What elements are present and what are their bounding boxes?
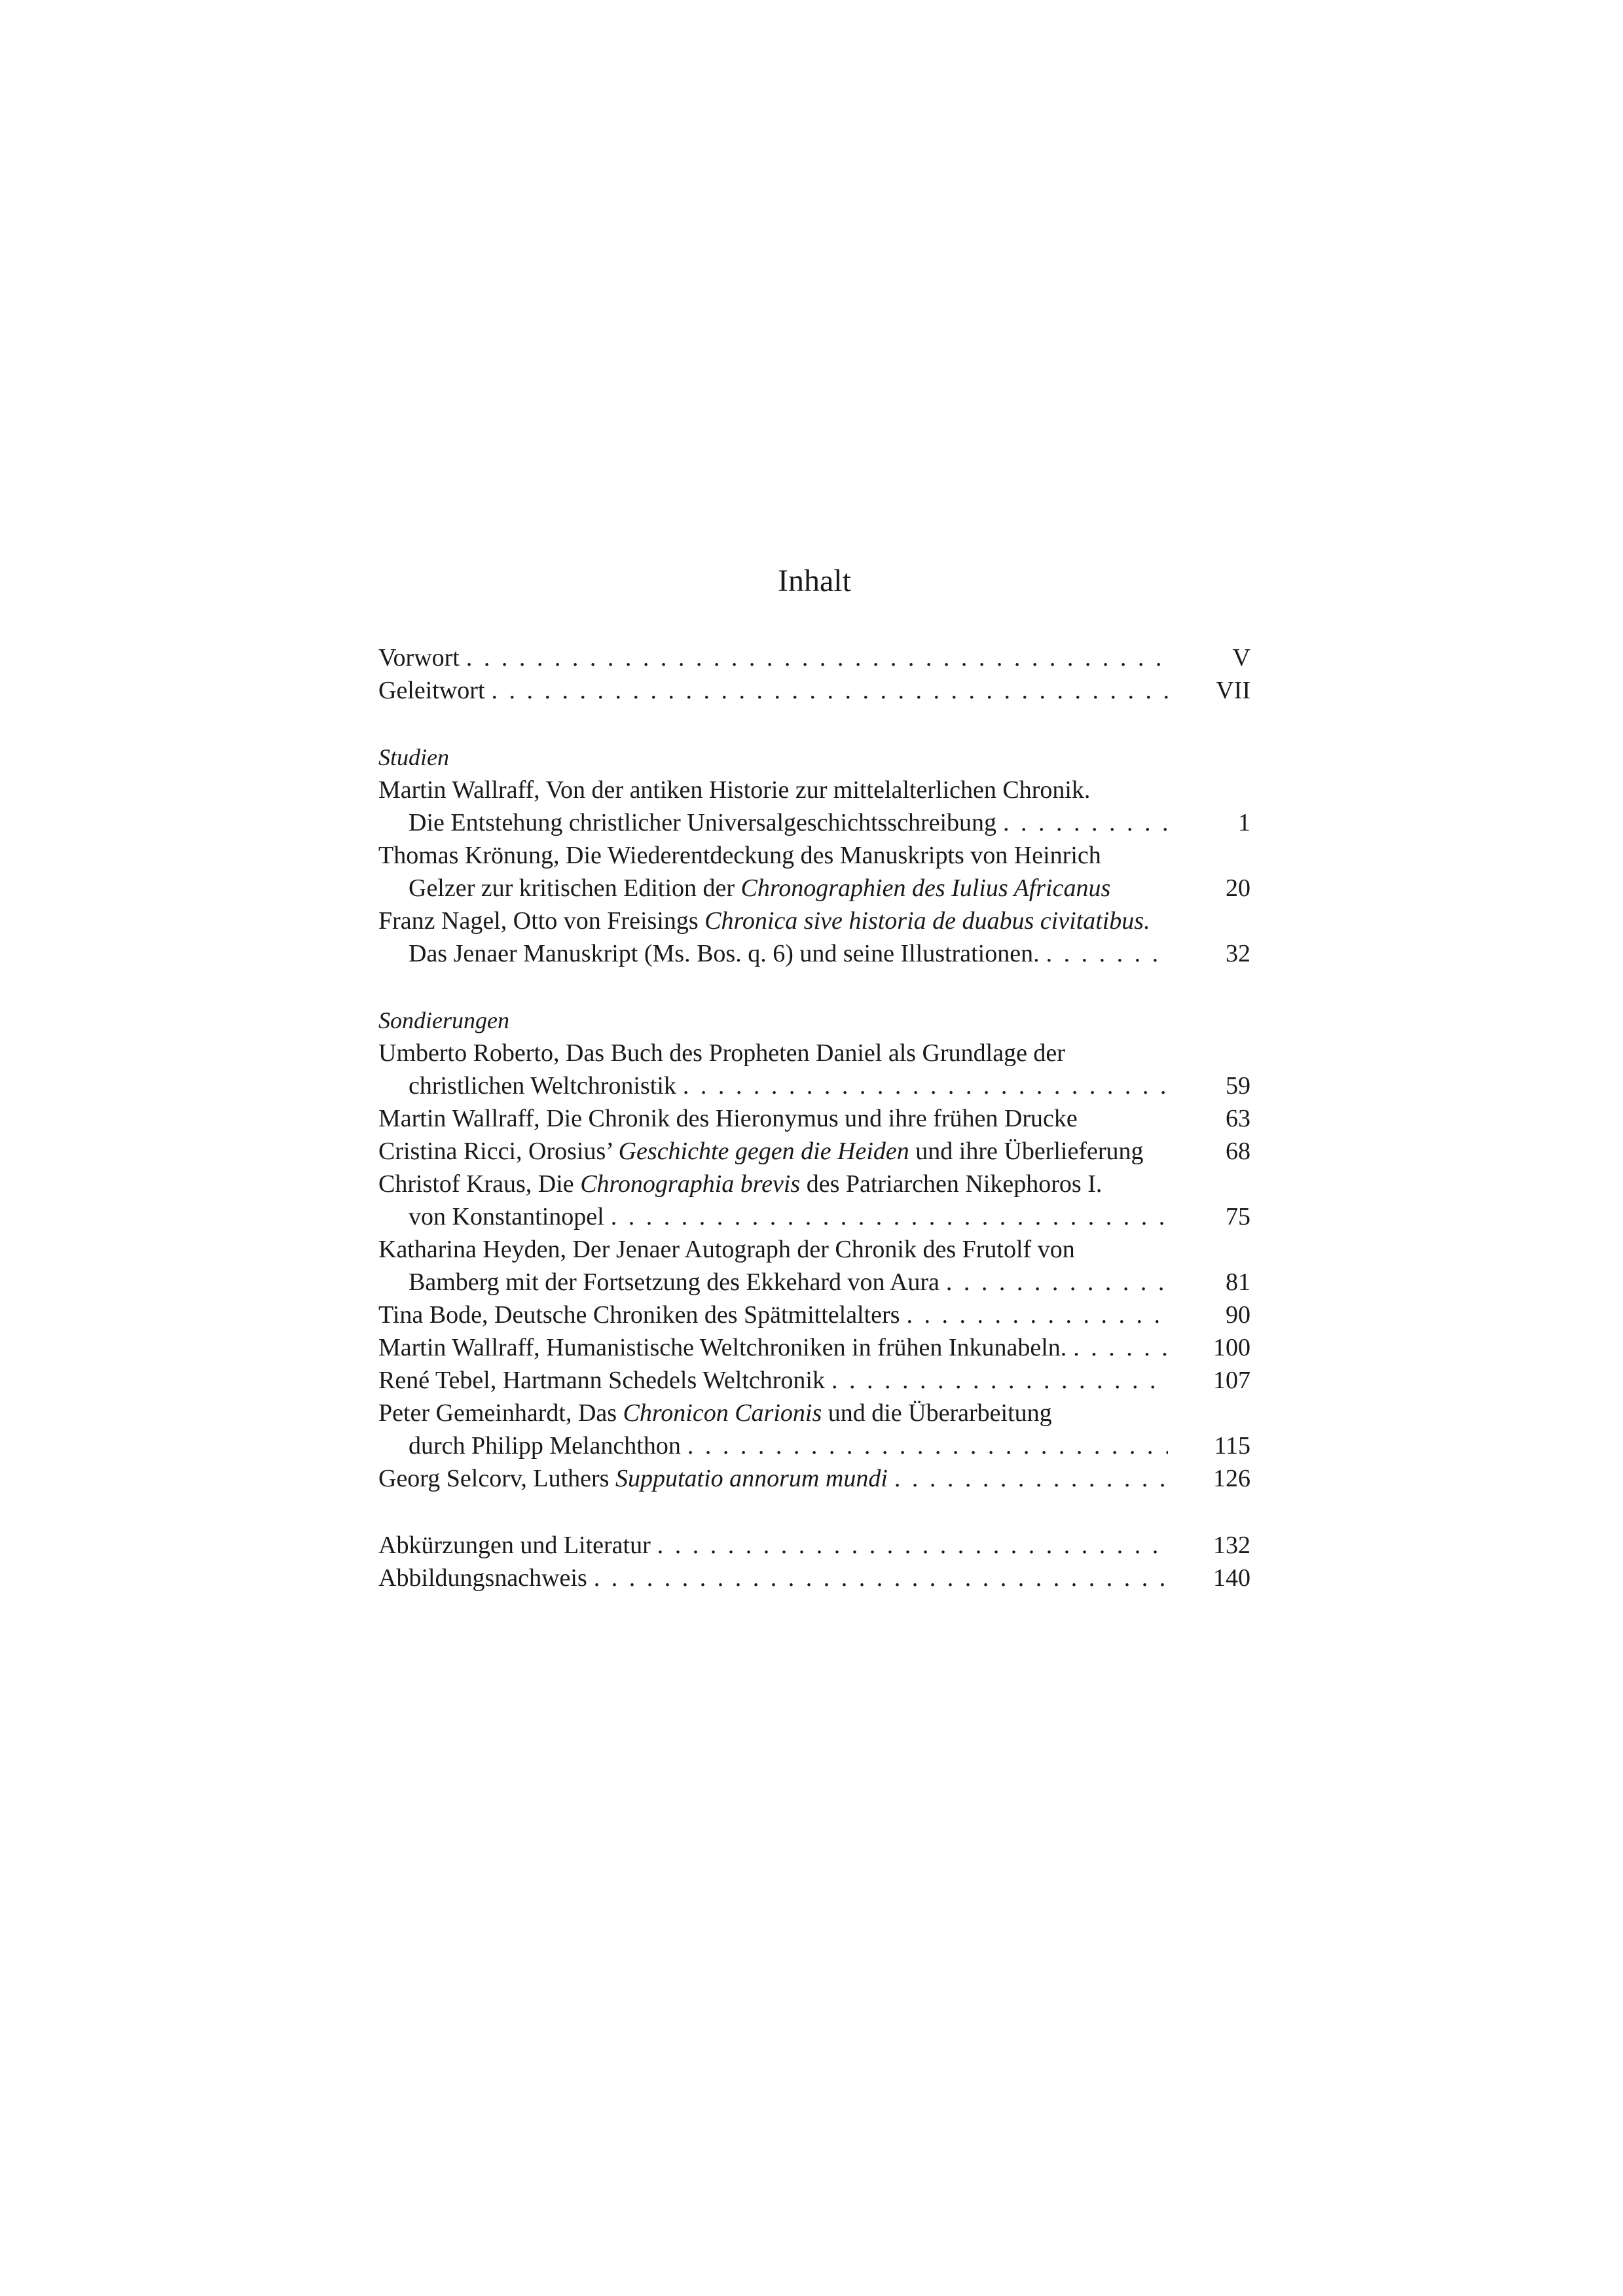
entry-title-line: Cristina Ricci, Orosius’ Geschichte gegen die Heiden und ihre Überlieferung [378,1138,1144,1165]
toc-entry[interactable] [378,1364,1250,1397]
page-number: VII [1216,677,1250,704]
page-number: 20 [1226,874,1250,902]
dot-leader [594,1562,1168,1594]
toc [378,641,1250,1594]
page-number: 68 [1226,1138,1250,1165]
entry-title-line: René Tebel, Hartmann Schedels Weltchronik [378,1367,825,1394]
entry-title-line: Martin Wallraff, Humanistische Weltchroniken in frühen Inkunabeln. [378,1334,1067,1361]
toc-entry[interactable] [378,1037,1250,1102]
page-title: Inhalt [778,564,851,598]
page-number: 81 [1226,1268,1250,1296]
page-number: V [1232,644,1250,672]
toc-entry[interactable] [378,839,1250,905]
entry-title: Vorwort [378,644,460,672]
dot-leader [894,1462,1168,1495]
entry-title-line: Thomas Krönung, Die Wiederentdeckung des Manuskripts von Heinrich [378,842,1101,869]
page-number: 100 [1213,1334,1250,1361]
toc-entry[interactable] [378,1299,1250,1331]
toc-entry-vorwort[interactable] [378,641,1250,674]
entry-title-line: Christof Kraus, Die Chronographia brevis des Patriarchen Nikephoros I. [378,1170,1103,1198]
entry-title-line: Peter Gemeinhardt, Das Chronicon Carionis und die Überarbeitung [378,1399,1052,1427]
toc-front-matter [378,641,1250,707]
section-heading: Studien [378,744,449,770]
entry-title: Geleitwort [378,677,485,704]
toc-entry-abbildungsnachweis[interactable] [378,1562,1250,1594]
entry-title-line: von Konstantinopel [409,1203,604,1230]
toc-entry[interactable] [378,1102,1250,1135]
page-number: 75 [1226,1203,1250,1230]
toc-entry[interactable] [378,1397,1250,1462]
entry-title-line: Umberto Roberto, Das Buch des Propheten Daniel als Grundlage der [378,1039,1065,1067]
dot-leader [466,641,1168,674]
dot-leader [1046,937,1168,970]
toc-section-sondierungen [378,1004,1250,1495]
entry-title-line: Georg Selcorv, Luthers Supputatio annorum mundi [378,1465,888,1492]
dot-leader [1073,1331,1168,1364]
page-number: 115 [1214,1432,1250,1460]
toc-entry[interactable] [378,774,1250,839]
dot-leader [492,674,1168,707]
entry-title-line: christlichen Weltchronistik [409,1072,676,1100]
table-of-contents-page [378,562,1250,1594]
toc-back-matter [378,1529,1250,1594]
page-number: 63 [1226,1105,1250,1132]
toc-entry-abkuerzungen[interactable] [378,1529,1250,1562]
entry-title: Abkürzungen und Literatur [378,1532,651,1559]
section-heading: Sondierungen [378,1007,509,1033]
dot-leader [831,1364,1168,1397]
toc-entry[interactable] [378,1331,1250,1364]
dot-leader [906,1299,1168,1331]
entry-title-line: durch Philipp Melanchthon [409,1432,681,1460]
entry-title-line: Tina Bode, Deutsche Chroniken des Spätmittelalters [378,1301,900,1329]
dot-leader [1003,806,1168,839]
dot-leader [683,1069,1168,1102]
page-number: 132 [1213,1532,1250,1559]
entry-title-line: Bamberg mit der Fortsetzung des Ekkehard von Aura [409,1268,939,1296]
toc-entry[interactable] [378,1135,1250,1168]
page-number: 140 [1213,1564,1250,1592]
page-number: 59 [1226,1072,1250,1100]
page-number: 32 [1226,940,1250,967]
toc-entry[interactable] [378,1233,1250,1299]
entry-title-line: Katharina Heyden, Der Jenaer Autograph der Chronik des Frutolf von [378,1236,1075,1263]
dot-leader [657,1529,1168,1562]
toc-entry[interactable] [378,1168,1250,1233]
entry-title: Abbildungsnachweis [378,1564,587,1592]
page-number: 107 [1213,1367,1250,1394]
dot-leader [687,1429,1168,1462]
page-number: 1 [1238,809,1250,836]
entry-title-line: Martin Wallraff, Von der antiken Historie zur mittelalterlichen Chronik. [378,776,1091,804]
toc-entry[interactable] [378,1462,1250,1495]
page-number: 126 [1213,1465,1250,1492]
toc-entry[interactable] [378,905,1250,970]
dot-leader [611,1200,1168,1233]
entry-title-line: Das Jenaer Manuskript (Ms. Bos. q. 6) und seine Illustrationen. [409,940,1040,967]
entry-title-line: Franz Nagel, Otto von Freisings Chronica sive historia de duabus civitatibus. [378,907,1150,935]
toc-section-studien [378,741,1250,970]
entry-title-line: Gelzer zur kritischen Edition der Chronographien des Iulius Africanus [409,874,1111,902]
page-number: 90 [1226,1301,1250,1329]
entry-title-line: Martin Wallraff, Die Chronik des Hieronymus und ihre frühen Drucke [378,1105,1078,1132]
dot-leader [946,1266,1168,1299]
toc-entry-geleitwort[interactable] [378,674,1250,707]
entry-title-line: Die Entstehung christlicher Universalgeschichtsschreibung [409,809,997,836]
